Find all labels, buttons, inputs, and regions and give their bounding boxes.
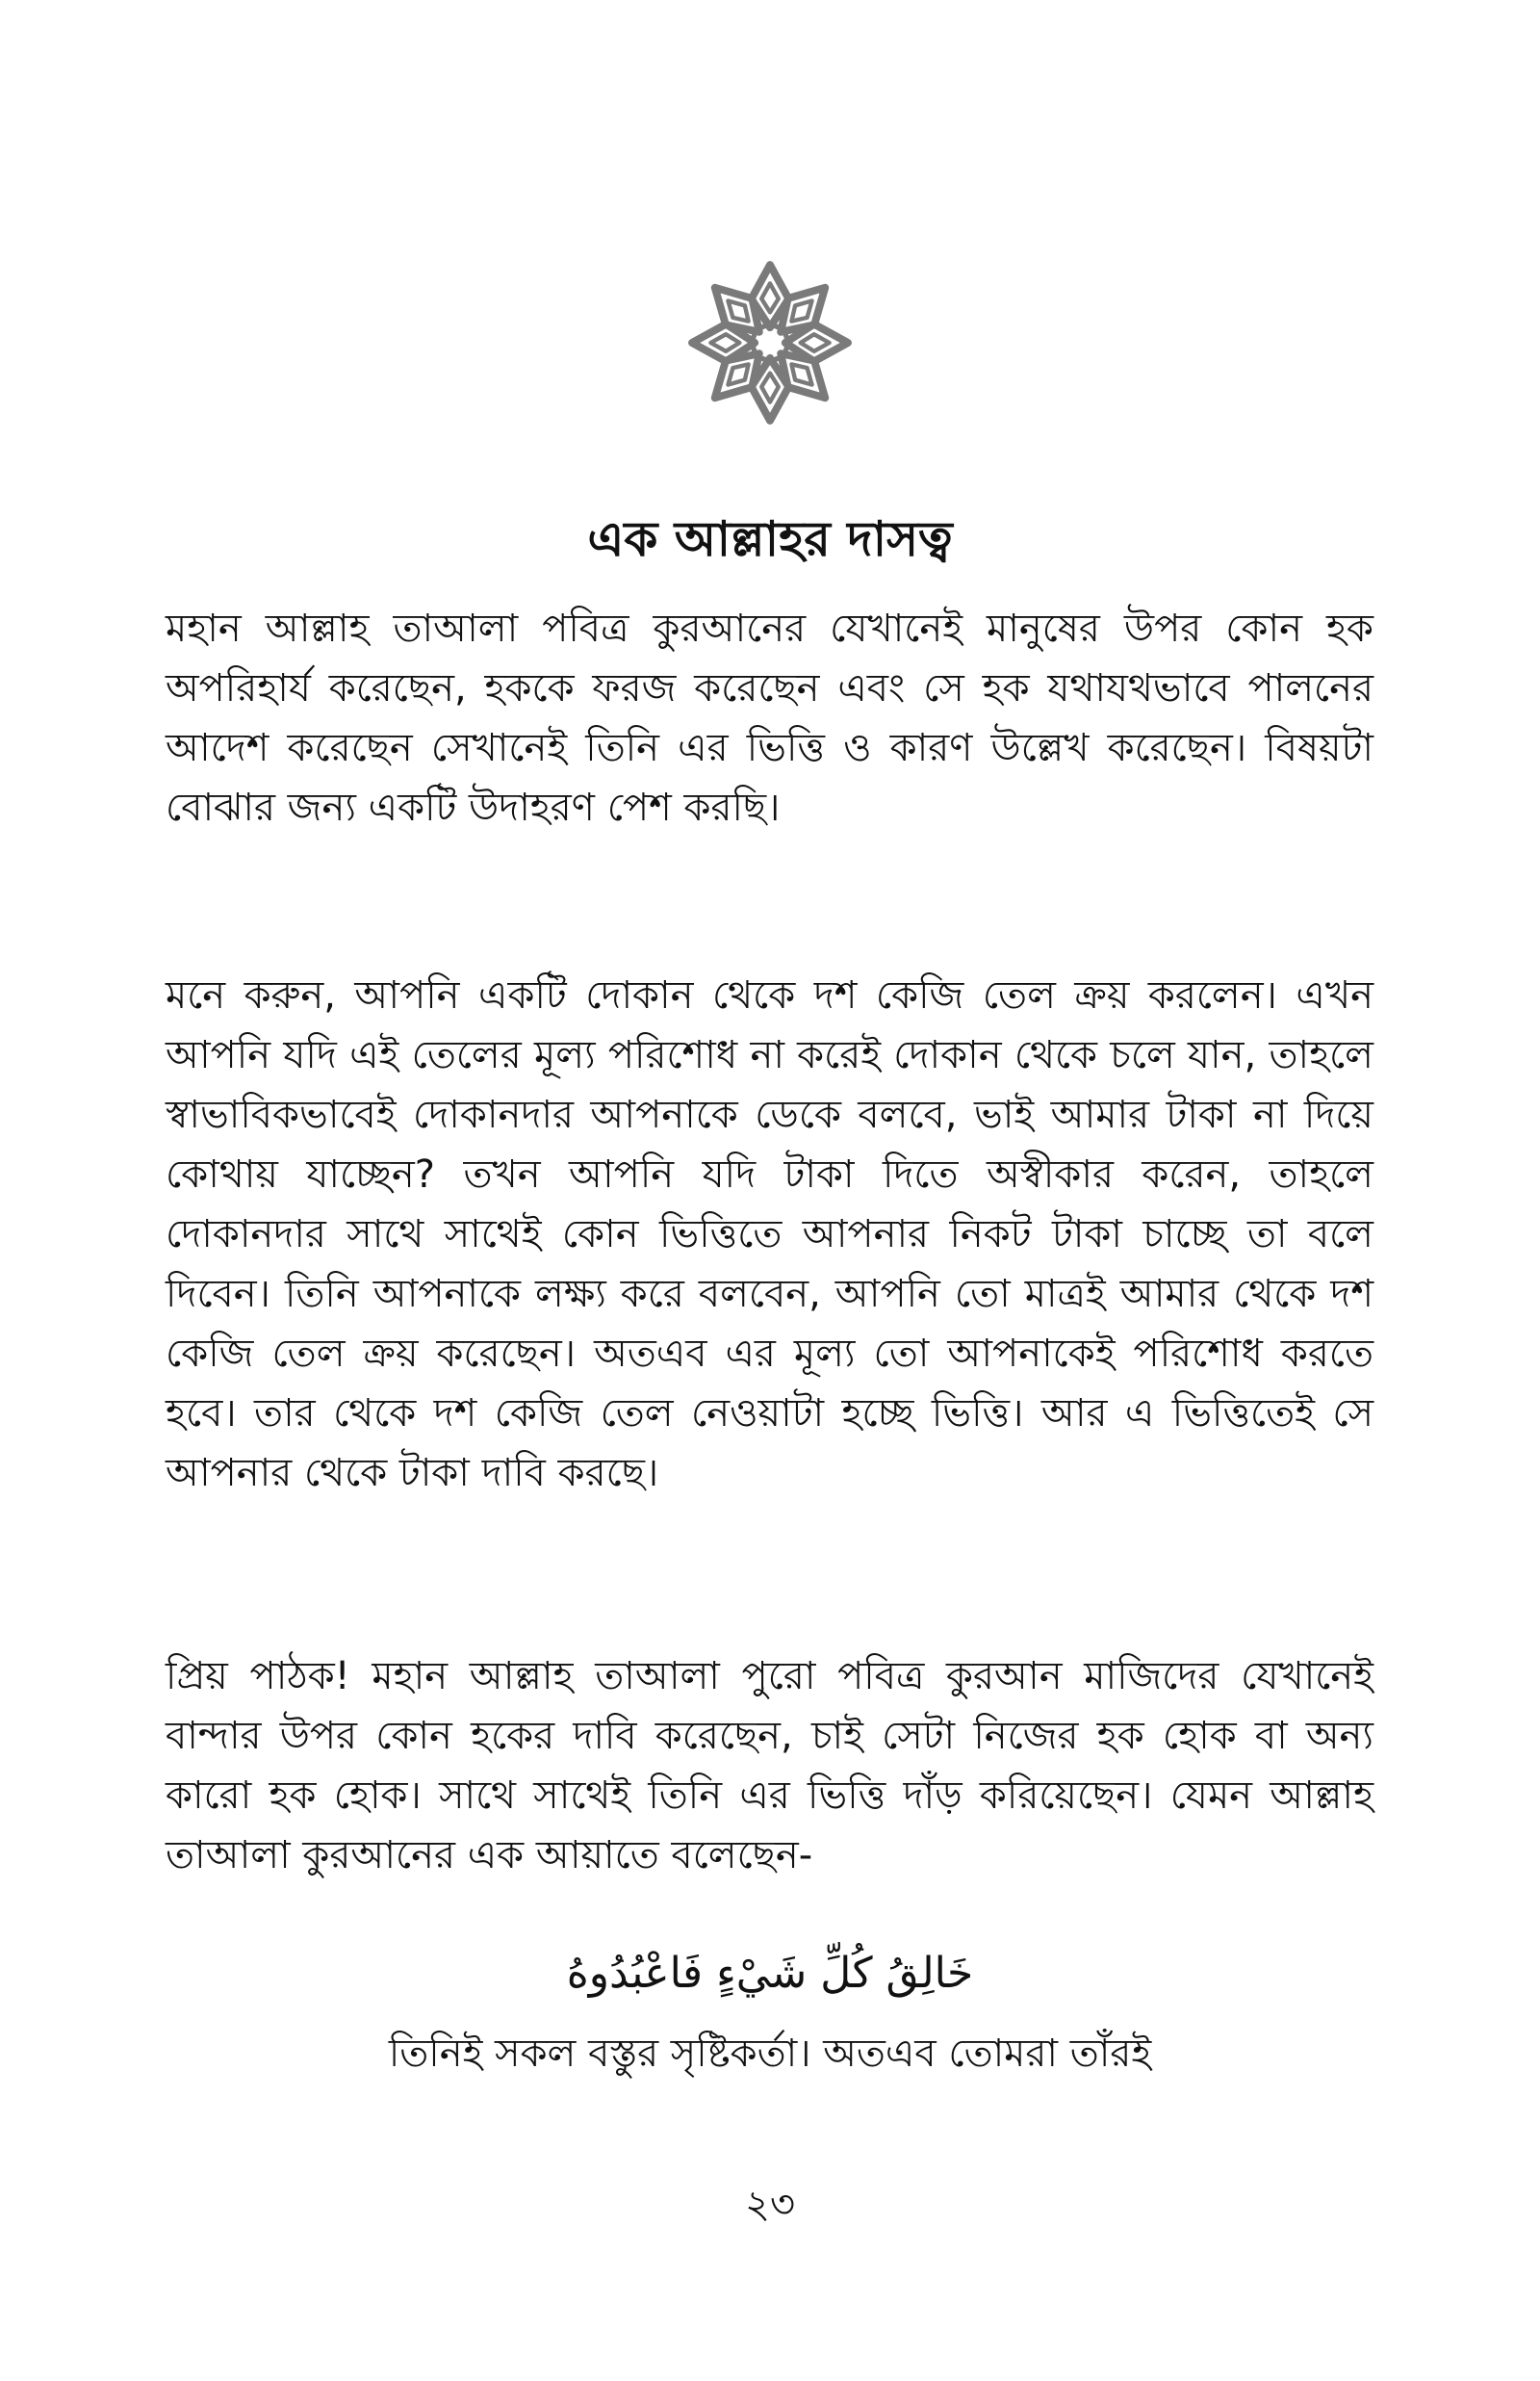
paragraph-1: মহান আল্লাহ তাআলা পবিত্র কুরআনের যেখানেই মানুষের উপর কোন হক অপরিহার্য করেছেন, হককে ফরজ করেছেন এবং সে হক যথাযথভাবে পালনের আদেশ করেছেন সেখানেই তিনি এর ভিত্তি ও কারণ উল্লেখ করেছেন। বিষয়টা বোঝার জন্য একটি উদাহরণ পেশ করছি। bbox=[166, 607, 1373, 830]
paragraph-3: প্রিয় পাঠক! মহান আল্লাহ তাআলা পুরো পবিত্র কুরআন মাজিদের যেখানেই বান্দার উপর কোন হকের দাবি করেছেন, চাই সেটা নিজের হক হোক বা অন্য কারো হক হোক। সাথে সাথেই তিনি এর ভিত্তি দাঁড় করিয়েছেন। যেমন আল্লাহ তাআলা কুরআনের এক আয়াতে বলেছেন- bbox=[166, 1654, 1373, 1877]
arabic-verse: خَالِقُ كُلِّ شَيْءٍ فَاعْبُدُوهُ bbox=[566, 1949, 974, 1998]
chapter-title: এক আল্লাহর দাসত্ব bbox=[587, 511, 953, 567]
paragraph-2: মনে করুন, আপনি একটি দোকান থেকে দশ কেজি তেল ক্রয় করলেন। এখন আপনি যদি এই তেলের মূল্য পরিশোধ না করেই দোকান থেকে চলে যান, তাহলে স্বাভাবিকভাবেই দোকানদার আপনাকে ডেকে বলবে, ভাই আমার টাকা না দিয়ে কোথায় যাচ্ছেন? তখন আপনি যদি টাকা দিতে অস্বীকার করেন, তাহলে দোকানদার সাথে সাথেই কোন ভিত্তিতে আপনার নিকট টাকা চাচ্ছে তা বলে দিবেন। তিনি আপনাকে লক্ষ্য করে বলবেন, আপনি তো মাত্রই আমার থেকে দশ কেজি তেল ক্রয় করেছেন। অতএব এর মূল্য তো আপনাকেই পরিশোধ করতে হবে। তার থেকে দশ কেজি তেল নেওয়াটা হচ্ছে ভিত্তি। আর এ ভিত্তিতেই সে আপনার থেকে টাকা দাবি করছে। bbox=[166, 973, 1373, 1495]
page-number: ২৩ bbox=[744, 2183, 795, 2227]
verse-translation: তিনিই সকল বস্তুর সৃষ্টিকর্তা। অতএব তোমরা তাঁরই bbox=[388, 2032, 1152, 2076]
floral-ornament-icon bbox=[685, 258, 855, 427]
